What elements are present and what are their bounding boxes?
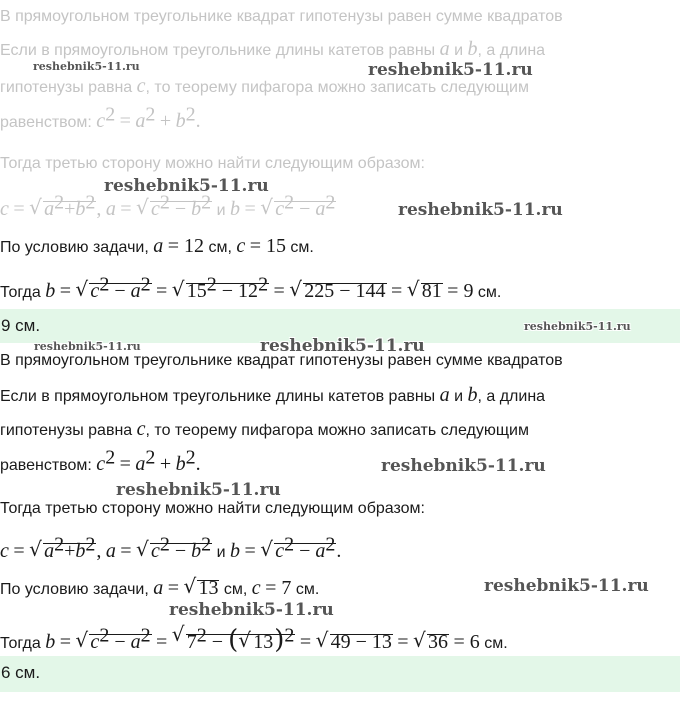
watermark: reshebnik5-11.ru [484, 576, 649, 596]
watermark: reshebnik5-11.ru [169, 600, 334, 620]
result-unit: см. [477, 284, 502, 301]
hyp-text2: гипотенузы равна [0, 422, 133, 439]
condition-text: По условию задачи, [0, 239, 149, 256]
result-unit: см. [484, 635, 508, 652]
watermark: reshebnik5-11.ru [368, 60, 533, 80]
watermark: reshebnik5-11.ru [524, 320, 631, 333]
and-word: и [454, 388, 464, 405]
watermark: reshebnik5-11.ru [116, 480, 281, 500]
result-line-2: Тогда b = √ $c^2 - a^2$ = √ $7^2$ − (√ 13)$^2$ = √ 49 − 13 = √ 36 = 6 см. [0, 625, 508, 655]
hyp-text: , а длина [477, 42, 546, 59]
equality-text: равенством: [0, 457, 92, 474]
condition-text: По условию задачи, [0, 581, 149, 598]
watermark: reshebnik5-11.ru [104, 176, 269, 196]
formula-line-1: c = √ $a^2+b^2$, a = √ $c^2 - b^2$ и b = √ $c^2 - a^2$ [0, 198, 336, 221]
hyp-line-1: гипотенузы равна c, то теорему пифагора можно записать следующим [0, 75, 529, 97]
hyp-text: , а длина [477, 388, 546, 405]
hyp-text2: гипотенузы равна [0, 79, 133, 96]
unit-c: см. [295, 581, 320, 598]
then-word: Тогда [0, 284, 41, 301]
result-line-1: Тогда b = √ $c^2 - a^2$ = √ $15^2 - 12^2$ = √ 225 − 144 = √ 81 = 9 см. [0, 280, 501, 303]
unit-c: см. [290, 239, 314, 256]
equality-text: равенством: [0, 114, 92, 131]
equality-line-1: равенством: $c^2 = a^2 + b^2$. [0, 103, 201, 132]
statement-1: В прямоугольном треугольнике квадрат гипотенузы равен сумме квадратов [0, 8, 563, 25]
legs-line-1: Если в прямоугольном треугольнике длины катетов равны a и b, а длина [0, 38, 546, 60]
then-line-1: Тогда третью сторону можно найти следующим образом: [0, 155, 425, 172]
answer-1: 9 см. [1, 316, 41, 335]
answer-2: 6 см. [1, 663, 41, 682]
condition-line-2: По условию задачи, a = √ 13 см, c = 7 см. [0, 577, 319, 600]
statement-2: В прямоугольном треугольнике квадрат гипотенузы равен сумме квадратов [0, 352, 563, 369]
legs-text: Если в прямоугольном треугольнике длины катетов равны [0, 42, 436, 59]
unit-a: см, [208, 239, 232, 256]
formula-line-2: c = √ $a^2+b^2$, a = √ $c^2 - b^2$ и b = √ $c^2 - a^2$. [0, 540, 341, 563]
legs-line-2: Если в прямоугольном треугольнике длины катетов равны a и b, а длина [0, 384, 546, 406]
answer-box-2 [0, 656, 680, 692]
watermark: reshebnik5-11.ru [398, 200, 563, 220]
equality-line-2: равенством: $c^2 = a^2 + b^2$. [0, 446, 201, 475]
legs-text: Если в прямоугольном треугольнике длины катетов равны [0, 388, 436, 405]
watermark: reshebnik5-11.ru [34, 340, 141, 353]
theorem-text: , то теорему пифагора можно записать следующим [145, 422, 529, 439]
then-word: Тогда [0, 635, 41, 652]
watermark: reshebnik5-11.ru [381, 456, 546, 476]
watermark: reshebnik5-11.ru [33, 60, 140, 73]
unit-a: см, [223, 581, 248, 598]
condition-line-1: По условию задачи, a = 12 см, c = 15 см. [0, 235, 314, 257]
theorem-text: , то теорему пифагора можно записать следующим [145, 79, 529, 96]
then-line-2: Тогда третью сторону можно найти следующим образом: [0, 500, 425, 517]
watermark: reshebnik5-11.ru [260, 336, 425, 356]
hyp-line-2: гипотенузы равна c, то теорему пифагора можно записать следующим [0, 418, 529, 440]
and-word: и [454, 42, 464, 59]
